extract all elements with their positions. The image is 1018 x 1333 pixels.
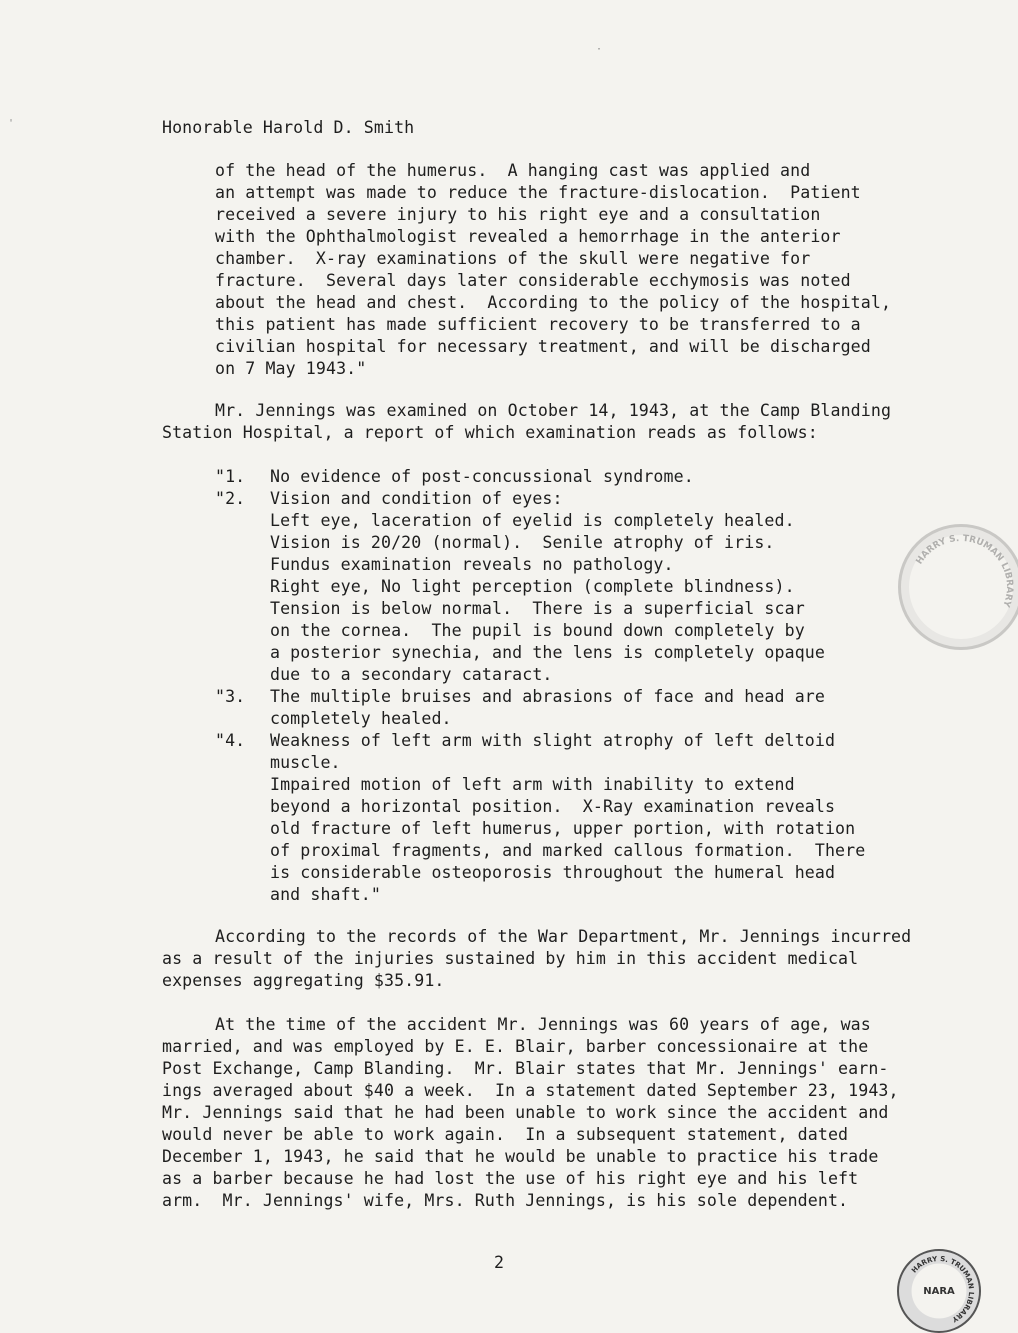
text-line: Mr. Jennings was examined on October 14, 1943, at the Camp Blanding [215,401,892,420]
library-stamp-text: HARRY S. TRUMAN LIBRARY [914,533,1015,609]
text-line: of proximal fragments, and marked callous formation. There [270,841,866,860]
nara-stamp [897,1249,981,1333]
text-line: on 7 May 1943." [215,359,367,378]
text-line: Vision and condition of eyes: [270,489,563,508]
text-line: Fundus examination reveals no pathology. [270,555,674,574]
library-stamp-faint [898,524,1018,650]
margin-mark: · [596,44,603,55]
text-line: Right eye, No light perception (complete blindness). [270,577,795,596]
text-line: ings averaged about $40 a week. In a statement dated September 23, 1943, [162,1081,899,1100]
text-line: as a result of the injuries sustained by him in this accident medical [162,949,859,968]
text-line: December 1, 1943, he said that he would be unable to practice his trade [162,1147,879,1166]
addressee: Honorable Harold D. Smith [162,118,415,137]
text-line: Left eye, laceration of eyelid is completely healed. [270,511,795,530]
text-line: on the cornea. The pupil is bound down completely by [270,621,805,640]
text-line: Impaired motion of left arm with inability to extend [270,775,795,794]
text-line: Vision is 20/20 (normal). Senile atrophy of iris. [270,533,775,552]
list-marker: "2. [215,489,246,508]
margin-mark: ' [8,118,15,129]
text-line: is considerable osteoporosis throughout the humeral head [270,863,836,882]
text-line: due to a secondary cataract. [270,665,553,684]
text-line: At the time of the accident Mr. Jennings was 60 years of age, was [215,1015,871,1034]
text-line: received a severe injury to his right eye and a consultation [215,205,821,224]
text-line: about the head and chest. According to the policy of the hospital, [215,293,892,312]
text-line: of the head of the humerus. A hanging cast was applied and [215,161,811,180]
text-line: chamber. X-ray examinations of the skull were negative for [215,249,811,268]
text-line: Mr. Jennings said that he had been unable to work since the accident and [162,1103,889,1122]
text-line: as a barber because he had lost the use of his right eye and his left [162,1169,859,1188]
text-line: Post Exchange, Camp Blanding. Mr. Blair states that Mr. Jennings' earn- [162,1059,889,1078]
text-line: Tension is below normal. There is a superficial scar [270,599,805,618]
text-line: muscle. [270,753,341,772]
text-line: an attempt was made to reduce the fracture-dislocation. Patient [215,183,861,202]
text-line: The multiple bruises and abrasions of face and head are [270,687,825,706]
text-line: and shaft." [270,885,381,904]
text-line: Station Hospital, a report of which examination reads as follows: [162,423,818,442]
library-stamp-ring [901,527,1018,647]
nara-stamp-ring-text: HARRY S. TRUMAN LIBRARY [910,1254,976,1324]
page-number: 2 [494,1253,505,1272]
list-marker: "1. [215,467,246,486]
list-marker: "3. [215,687,246,706]
text-line: old fracture of left humerus, upper portion, with rotation [270,819,856,838]
text-line: fracture. Several days later considerable ecchymosis was noted [215,271,851,290]
text-line: this patient has made sufficient recovery to be transferred to a [215,315,861,334]
text-line: civilian hospital for necessary treatment, and will be discharged [215,337,871,356]
nara-stamp-label: NARA [923,1285,955,1297]
text-line: Weakness of left arm with slight atrophy of left deltoid [270,731,836,750]
text-line: married, and was employed by E. E. Blair, barber concessionaire at the [162,1037,869,1056]
svg-text:HARRY S. TRUMAN LIBRARY [915,534,1014,609]
list-marker: "4. [215,731,246,750]
text-line: According to the records of the War Department, Mr. Jennings incurred [215,927,912,946]
text-line: with the Ophthalmologist revealed a hemorrhage in the anterior [215,227,841,246]
text-line: expenses aggregating $35.91. [162,971,445,990]
text-line: beyond a horizontal position. X-Ray examination reveals [270,797,836,816]
text-line: a posterior synechia, and the lens is completely opaque [270,643,825,662]
text-line: would never be able to work again. In a subsequent statement, dated [162,1125,849,1144]
text-line: arm. Mr. Jennings' wife, Mrs. Ruth Jennings, is his sole dependent. [162,1191,849,1210]
text-line: No evidence of post-concussional syndrome. [270,467,694,486]
text-line: completely healed. [270,709,452,728]
